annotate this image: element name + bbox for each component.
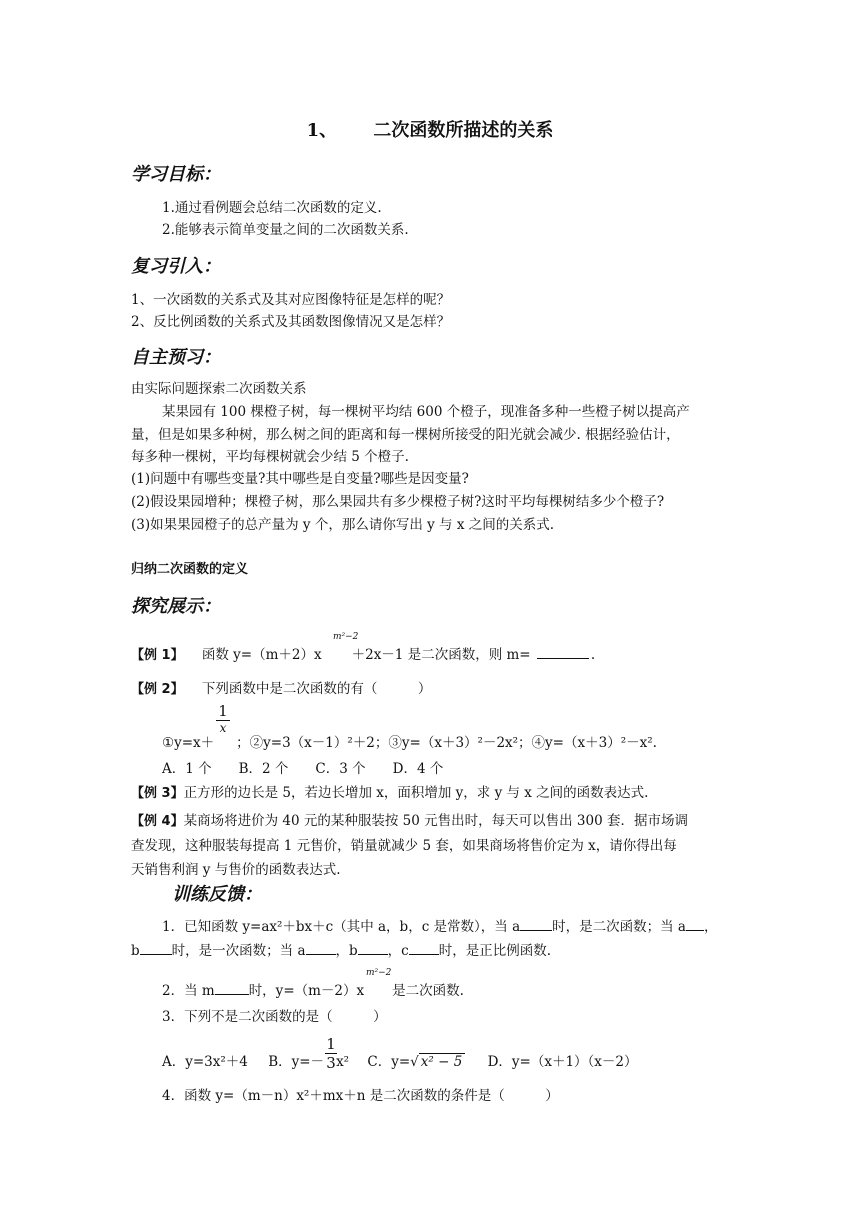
q1-blank-c[interactable] <box>409 942 439 955</box>
example-1-post: ＋2x－1 是二次函数，则 m= <box>351 647 531 663</box>
example-1-exponent: m²−2 <box>333 632 359 642</box>
example-1-tag: 【例 1】 <box>131 648 184 663</box>
q3-option-b: B．y=－ x² <box>268 1054 350 1070</box>
practice-q1-line-1: 1．已知函数 y=ax²＋bx＋c（其中 a，b，c 是常数），当 a 时，是二次函数；当 a ， <box>162 919 718 935</box>
example-2-option-post: ；②y=3（x－1）²＋2；③y=（x＋3）²－2x²；④y=（x＋3）²－x². <box>236 735 657 751</box>
section-explore: 探究展示： <box>131 596 221 617</box>
example-4-line-3: 天销售利润 y 与售价的函数表达式. <box>131 862 341 878</box>
summary-heading: 归纳二次函数的定义 <box>131 562 249 577</box>
q2-exponent: m²−2 <box>366 968 392 978</box>
example-2-option-pre: ①y=x＋ <box>162 735 215 751</box>
q3-option-a: A．y=3x²＋4 <box>162 1054 248 1070</box>
example-1-blank[interactable] <box>537 645 589 659</box>
q1-blank-a3[interactable] <box>306 942 336 955</box>
example-2 <box>131 677 431 697</box>
example-4 <box>131 809 688 829</box>
q3-option-c: C．y=√ x² − 5 <box>367 1054 465 1070</box>
q2-blank[interactable] <box>215 982 249 995</box>
example-2-tag: 【例 2】 <box>131 682 184 697</box>
example-3-text: 正方形的边长是 5，若边长增加 x，面积增加 y，求 y 与 x 之间的函数表达式. <box>183 785 649 801</box>
practice-q4: 4．函数 y=（m－n）x²＋mx＋n 是二次函数的条件是（ ） <box>162 1088 559 1104</box>
preview-question-2: (2)假设果园增种；棵橙子树，那么果园共有多少棵橙子树?这时平均每棵树结多少个橙子? <box>131 494 665 510</box>
example-3 <box>131 781 648 801</box>
review-2: 2、反比例函数的关系式及其函数图像情况又是怎样？ <box>131 314 451 330</box>
example-3-tag: 【例 3】 <box>131 786 184 801</box>
example-4-line-1: 某商场将进价为 40 元的某种服装按 50 元售出时，每天可以售出 300 套．据市场调 <box>183 813 688 829</box>
page-title <box>0 116 860 142</box>
title-number: 1、 <box>306 120 338 141</box>
q1-blank-a2[interactable] <box>686 918 704 931</box>
preview-para-1: 某果园有 100 棵橙子树，每一棵树平均结 600 个橙子，现准备多种一些橙子树以提高产 <box>162 404 690 420</box>
section-goals: 学习目标： <box>131 164 221 185</box>
preview-para-2: 量，但是如果多种树，那么树之间的距离和每一棵树所接受的阳光就会减少. 根据经验估计， <box>131 427 680 443</box>
q1-blank-b1[interactable] <box>140 942 172 955</box>
example-4-line-2: 查发现，这种服装每提高 1 元售价，销量就减少 5 套，如果商场将售价定为 x，请你得出每 <box>131 838 677 854</box>
sqrt-symbol: √ x² − 5 <box>410 1054 465 1070</box>
example-2-choices: A．1 个 B．2 个 C．3 个 D．4 个 <box>162 761 444 777</box>
section-preview: 自主预习： <box>131 347 221 368</box>
practice-q3-options <box>162 1050 638 1070</box>
example-2-text: 下列函数中是二次函数的有（ ） <box>201 681 432 697</box>
q3-option-d: D．y=（x＋1）（x－2） <box>487 1054 638 1070</box>
practice-q2: 2．当 m 时，y=（m－2）x 是二次函数. <box>162 983 464 999</box>
preview-para-3: 每多种一棵树，平均每棵树就会少结 5 个橙子. <box>131 449 409 465</box>
q3-b-fraction: $\frac{1}{3}$ <box>326 1035 336 1072</box>
goal-1: 1.通过看例题会总结二次函数的定义. <box>162 200 382 216</box>
goal-2: 2.能够表示简单变量之间的二次函数关系. <box>162 222 409 238</box>
preview-question-3: (3)如果果园橙子的总产量为 y 个，那么请你写出 y 与 x 之间的关系式. <box>131 517 555 533</box>
section-practice: 训练反馈： <box>172 884 262 905</box>
q1-blank-b2[interactable] <box>358 942 388 955</box>
practice-q3: 3．下列不是二次函数的是（ ） <box>162 1009 387 1025</box>
title-text: 二次函数所描述的关系 <box>373 120 554 141</box>
fraction-denominator: x <box>216 720 230 735</box>
preview-heading: 由实际问题探索二次函数关系 <box>131 381 307 397</box>
q1-blank-a1[interactable] <box>520 918 552 931</box>
example-4-tag: 【例 4】 <box>131 814 184 829</box>
preview-question-1: (1)问题中有哪些变量?其中哪些是自变量?哪些是因变量? <box>131 471 469 487</box>
fraction-numerator: 1 <box>218 702 228 720</box>
review-1: 1、一次函数的关系式及其对应图像特征是怎样的呢？ <box>131 292 451 308</box>
practice-q1-line-2: b 时，是一次函数；当 a ，b ，c 时，是正比例函数. <box>131 943 552 959</box>
example-1-pre: 函数 y=（m＋2）x <box>201 647 322 663</box>
section-review: 复习引入： <box>131 256 221 277</box>
example-2-options <box>162 731 657 751</box>
example-1: 【例 1】 函数 y=（m＋2）x ＋2x－1 是二次函数，则 m= . <box>131 647 596 663</box>
